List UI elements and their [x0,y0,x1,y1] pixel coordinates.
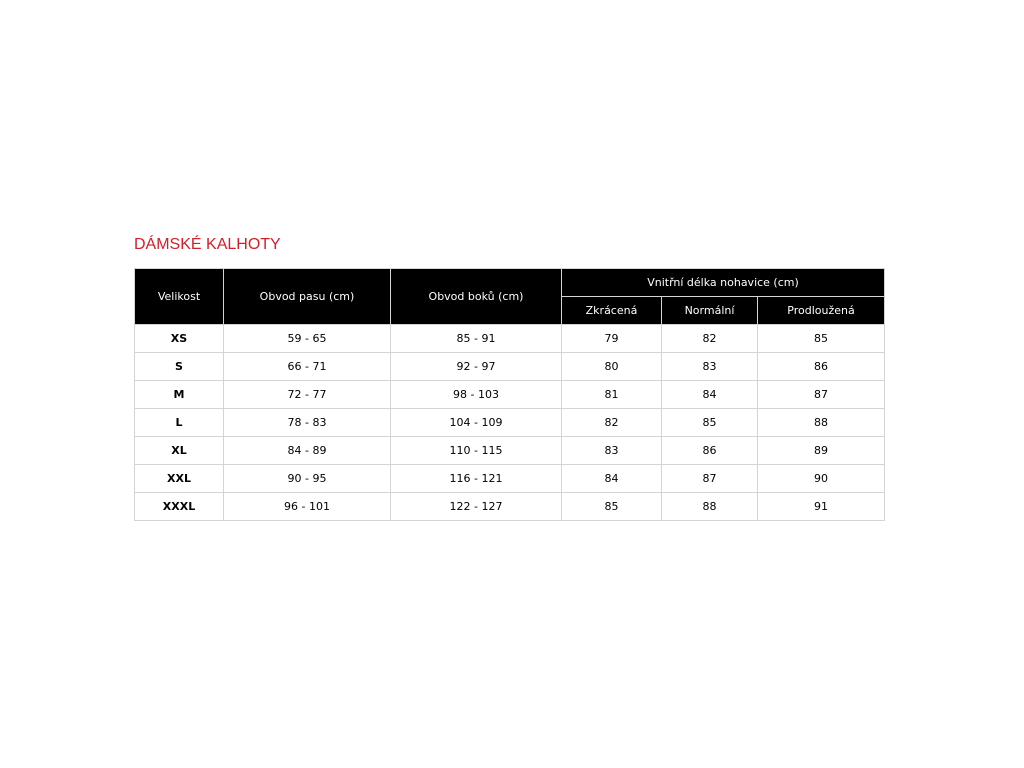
cell-size: XS [135,325,224,353]
cell-hips: 92 - 97 [391,353,562,381]
header-inseam-long: Prodloužená [758,297,885,325]
header-hips: Obvod boků (cm) [391,269,562,325]
cell-waist: 66 - 71 [224,353,391,381]
cell-hips: 85 - 91 [391,325,562,353]
page-title: DÁMSKÉ KALHOTY [134,236,281,253]
cell-inseam-normal: 83 [662,353,758,381]
cell-inseam-long: 87 [758,381,885,409]
cell-size: M [135,381,224,409]
cell-inseam-short: 80 [562,353,662,381]
cell-size: XL [135,437,224,465]
cell-inseam-normal: 87 [662,465,758,493]
size-chart-table [134,268,885,521]
cell-hips: 104 - 109 [391,409,562,437]
table-row [135,353,885,381]
cell-hips: 98 - 103 [391,381,562,409]
table-row [135,325,885,353]
table-body [135,325,885,521]
cell-inseam-normal: 82 [662,325,758,353]
table-row [135,493,885,521]
header-waist: Obvod pasu (cm) [224,269,391,325]
cell-hips: 122 - 127 [391,493,562,521]
cell-inseam-normal: 86 [662,437,758,465]
header-size: Velikost [135,269,224,325]
cell-waist: 72 - 77 [224,381,391,409]
header-inseam-short: Zkrácená [562,297,662,325]
cell-inseam-short: 84 [562,465,662,493]
cell-waist: 90 - 95 [224,465,391,493]
header-inseam-normal: Normální [662,297,758,325]
cell-waist: 59 - 65 [224,325,391,353]
cell-inseam-normal: 84 [662,381,758,409]
cell-size: XXL [135,465,224,493]
cell-hips: 116 - 121 [391,465,562,493]
cell-waist: 96 - 101 [224,493,391,521]
cell-inseam-long: 89 [758,437,885,465]
cell-hips: 110 - 115 [391,437,562,465]
table-row [135,465,885,493]
cell-waist: 84 - 89 [224,437,391,465]
cell-inseam-long: 91 [758,493,885,521]
cell-inseam-long: 85 [758,325,885,353]
cell-inseam-short: 79 [562,325,662,353]
table-row [135,381,885,409]
cell-inseam-short: 85 [562,493,662,521]
cell-inseam-long: 86 [758,353,885,381]
table-row [135,437,885,465]
cell-inseam-normal: 88 [662,493,758,521]
cell-inseam-long: 88 [758,409,885,437]
cell-size: S [135,353,224,381]
table-row [135,409,885,437]
header-inseam-group: Vnitřní délka nohavice (cm) [562,269,885,297]
cell-size: XXXL [135,493,224,521]
table-header [135,269,885,325]
cell-inseam-long: 90 [758,465,885,493]
cell-inseam-normal: 85 [662,409,758,437]
cell-inseam-short: 81 [562,381,662,409]
cell-waist: 78 - 83 [224,409,391,437]
cell-inseam-short: 83 [562,437,662,465]
cell-size: L [135,409,224,437]
cell-inseam-short: 82 [562,409,662,437]
